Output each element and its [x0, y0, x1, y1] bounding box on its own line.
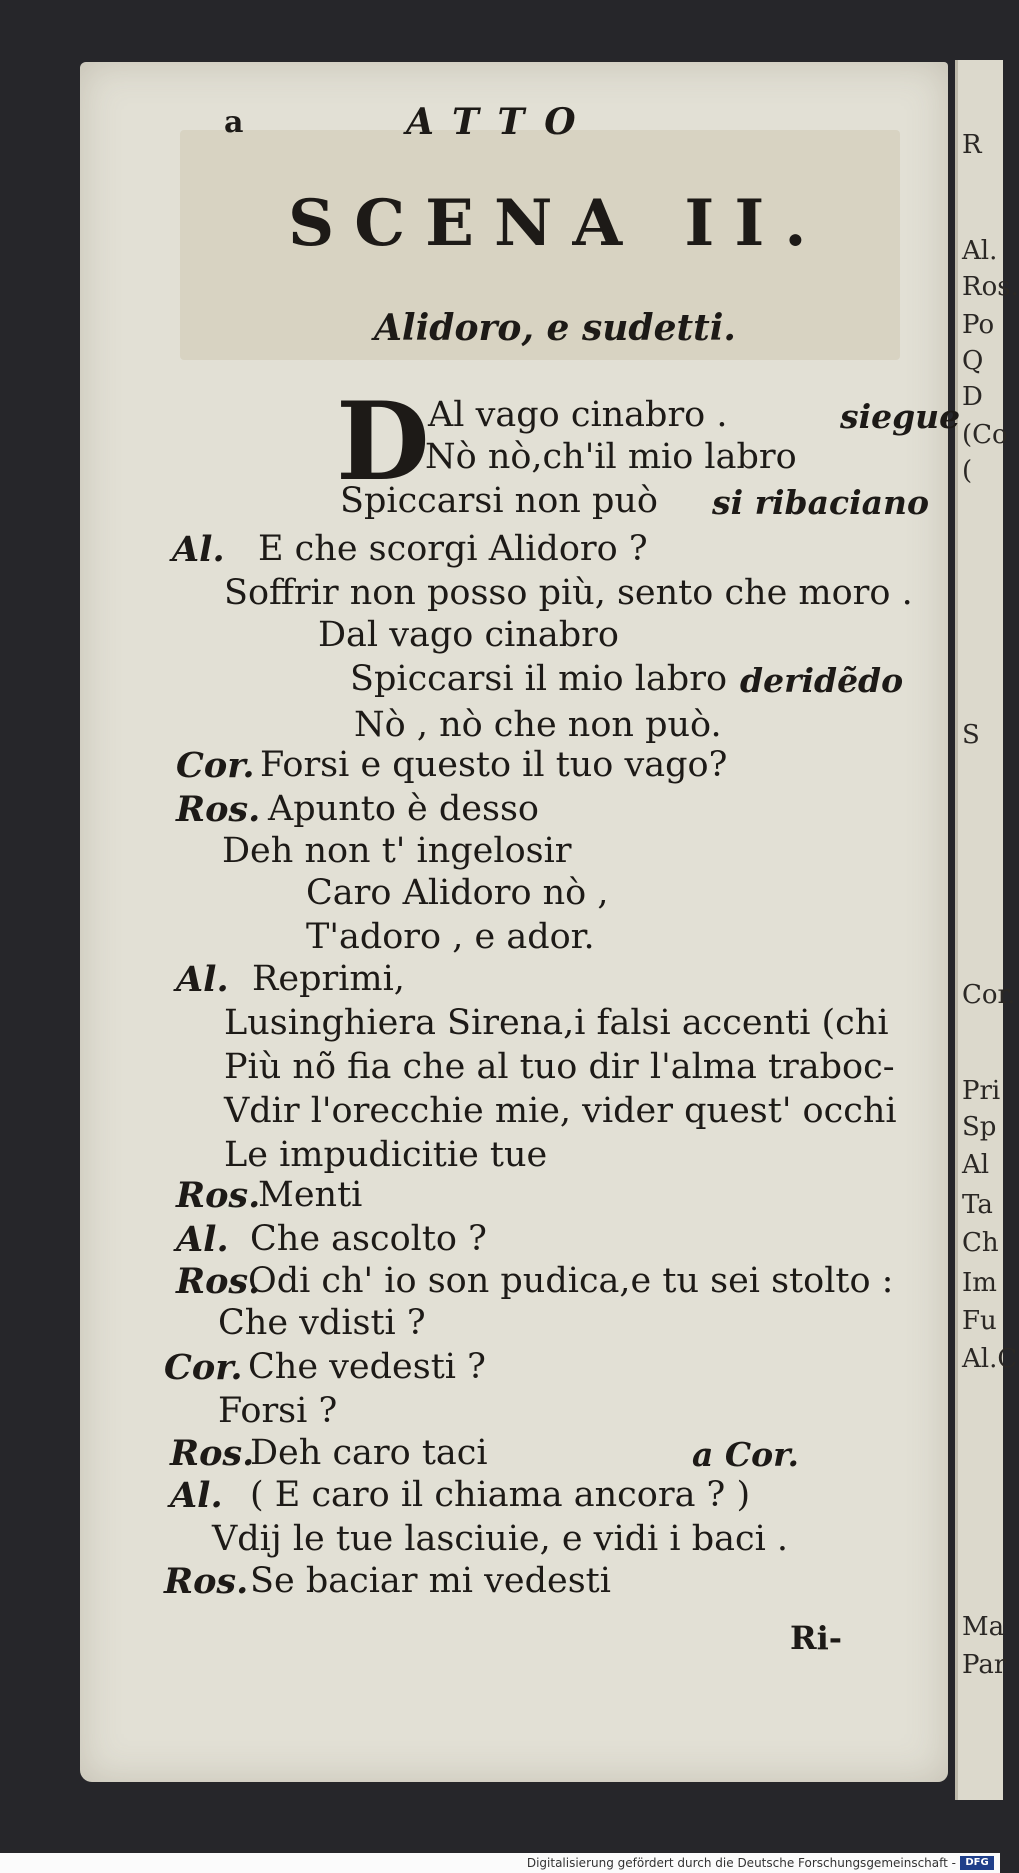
facing-page-fragment: Par: [962, 1650, 1007, 1680]
speaker-label: Al.: [176, 1219, 229, 1260]
verse-line: Spiccarsi il mio labro: [350, 659, 728, 699]
verse-line: Reprimi,: [252, 959, 405, 999]
speaker-label: Ros.: [176, 1175, 261, 1216]
speaker-label: Ros.: [170, 1433, 255, 1474]
digitization-footer: [0, 1853, 1000, 1873]
verse-line: Le impudicitie tue: [224, 1135, 548, 1175]
speaker-label: Ros.: [176, 1261, 261, 1302]
facing-page-fragment: D: [962, 382, 983, 412]
stage-direction: siegue: [840, 397, 961, 436]
speaker-label: Al.: [170, 1475, 223, 1516]
footer-credit: Digitalisierung gefördert durch die Deutsche Forschungsgemeinschaft -: [526, 1856, 956, 1870]
verse-line: E che scorgi Alidoro ?: [258, 529, 648, 569]
dfg-logo-icon: DFG: [960, 1856, 994, 1870]
verse-line: T'adoro , e ador.: [306, 917, 595, 957]
speaker-label: Al.: [176, 959, 229, 1000]
speaker-label: Cor.: [176, 745, 255, 786]
verse-line: Deh caro taci: [250, 1433, 488, 1473]
facing-page-fragment: S: [962, 720, 980, 750]
verse-line: Caro Alidoro nò ,: [306, 873, 609, 913]
verse-line: Forsi ?: [218, 1391, 338, 1431]
verse-line: ( E caro il chiama ancora ? ): [250, 1475, 751, 1515]
facing-page-fragment: Al: [962, 1150, 990, 1180]
drop-cap: D: [336, 379, 430, 505]
facing-page-fragment: Al.C: [962, 1344, 1018, 1374]
verse-line: Se baciar mi vedesti: [250, 1561, 611, 1601]
facing-page-fragment: Ta: [962, 1190, 993, 1220]
stage-direction: si ribaciano: [712, 483, 929, 522]
scene-title: SCENA II.: [288, 186, 827, 261]
verse-line: Deh non t' ingelosir: [222, 831, 572, 871]
verse-line: Spiccarsi non può: [340, 481, 658, 521]
characters-line: Alidoro, e sudetti.: [374, 307, 736, 349]
verse-line: Più nõ fia che al tuo dir l'alma traboc-: [224, 1047, 895, 1087]
facing-page-fragment: Pri: [962, 1076, 1001, 1106]
verse-line: Nò nò,ch'il mio labro: [425, 437, 797, 477]
page-signature: a: [224, 105, 244, 140]
verse-line: Odi ch' io son pudica,e tu sei stolto :: [248, 1261, 894, 1301]
verse-line: Che vdisti ?: [218, 1303, 426, 1343]
facing-page-fragment: Q: [962, 346, 984, 376]
facing-page-fragment: Ch: [962, 1228, 999, 1258]
verse-line: Che vedesti ?: [248, 1347, 486, 1387]
facing-page-fragment: Cor.: [962, 980, 1016, 1010]
verse-line: Soffrir non posso più, sento che moro .: [224, 573, 913, 613]
speaker-label: Cor.: [164, 1347, 243, 1388]
facing-page-fragment: Ros.: [962, 272, 1019, 302]
verse-line: Nò , nò che non può.: [354, 705, 722, 745]
facing-page-fragment: (Co: [962, 420, 1008, 450]
verse-line: Lusinghiera Sirena,i falsi accenti (chi: [224, 1003, 889, 1043]
running-head: ATTO: [406, 101, 596, 143]
verse-line: Apunto è desso: [268, 789, 539, 829]
facing-page-fragment: (: [962, 456, 973, 486]
verse-line: Al vago cinabro .: [428, 395, 728, 435]
stage-direction: deridẽdo: [740, 661, 904, 700]
facing-page-fragment: Fu: [962, 1306, 997, 1336]
stage-direction: a Cor.: [692, 1435, 799, 1474]
verse-line: Che ascolto ?: [250, 1219, 487, 1259]
verse-line: Forsi e questo il tuo vago?: [260, 745, 728, 785]
verse-line: Vdij le tue lasciuie, e vidi i baci .: [212, 1519, 789, 1559]
verse-line: Menti: [258, 1175, 363, 1215]
catchword: Ri-: [790, 1619, 843, 1657]
speaker-label: Al.: [172, 529, 225, 570]
speaker-label: Ros.: [176, 789, 261, 830]
facing-page-fragment: Sp: [962, 1112, 997, 1142]
verse-line: Vdir l'orecchie mie, vider quest' occhi: [224, 1091, 897, 1131]
facing-page-fragment: Po: [962, 310, 995, 340]
facing-page-fragment: R: [962, 130, 982, 160]
speaker-label: Ros.: [164, 1561, 249, 1602]
facing-page-fragment: Al.: [962, 236, 998, 266]
verse-line: Dal vago cinabro: [318, 615, 619, 655]
facing-page-fragment: Im: [962, 1268, 997, 1298]
facing-page-fragment: Ma: [962, 1612, 1005, 1642]
